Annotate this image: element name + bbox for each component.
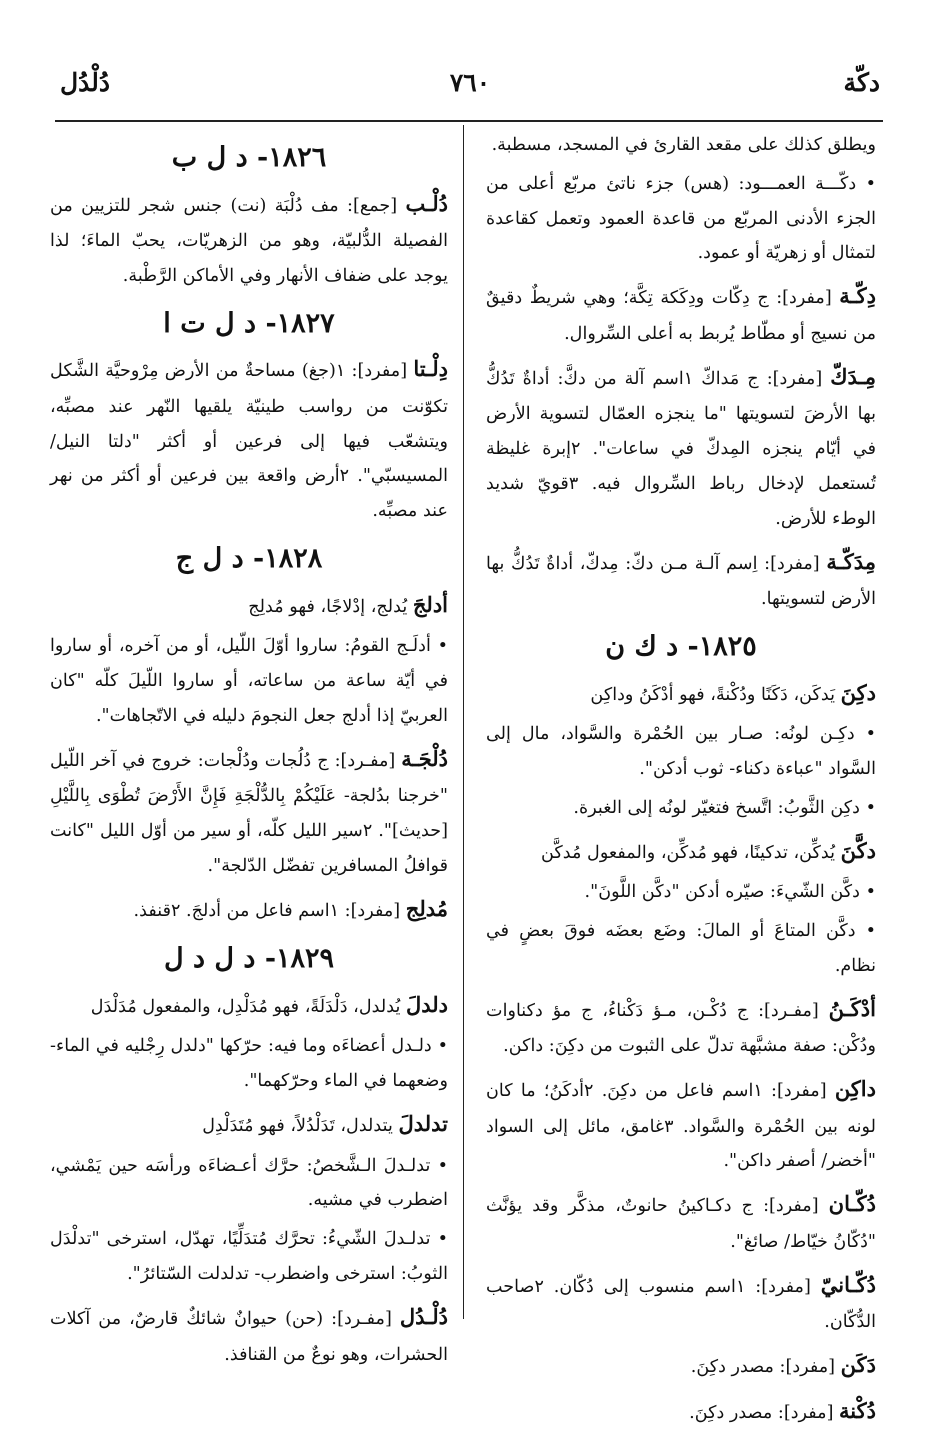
dictionary-entry [50, 1103, 448, 1145]
dictionary-entry [486, 1390, 876, 1432]
entry-headword: دُلْجَـة [401, 745, 448, 771]
entry-definition: [مفرد]: ج مَداكّ ١اسم آلة من دكَّ: أداةٌ تَدُكُّ بها الأرضَ لتسويتها "ما ينجزه العمّال لتسوية الأرض في أيّام ينجزه المِدكّ في ساعات". ٢إبرة غليظة تُستعمل لإدخال رباط السِّروال فيه. ٣قويّ شديد الوطء للأرض. [486, 368, 876, 529]
entry-definition: يُدلدل، دَلْدَلَةً، فهو مُدَلْدِل، والمفعول مُدَلْدَل [90, 996, 406, 1017]
entry-headword: مِدَكّـة [826, 548, 876, 574]
entry-headword: مُدلِج [405, 895, 448, 921]
sense-paragraph: • أدلَـج القومُ: ساروا أوّلَ اللّيل، أو من آخره، أو ساروا في أيّة ساعة من ساعاته، أو ساروا اللّيلَ كلّه "كان العربيّ إذا أدلج جعل النجومَ دليله في الاتّجاهات". [50, 636, 448, 726]
entry-definition: [مفرد]: اِسم آلـة مـن دكّ: مِدكّ، أداةٌ تَدُكُّ بها الأرض لتسويتها. [486, 553, 876, 610]
guide-word-left: دُلْدُل [60, 68, 111, 97]
dictionary-entry [50, 348, 448, 529]
entry-headword: دَكَن [840, 1352, 876, 1378]
page-number: ٧٦٠ [449, 68, 491, 97]
entry-headword: دلدلَ [405, 991, 448, 1017]
page-header [60, 68, 880, 108]
entry-headword: دِكّـة [839, 283, 876, 309]
sense-paragraph: • دكِـن لونُه: صـار بين الحُمْرة والسَّواد، مال إلى السَّواد "عباءة دكناء- ثوب أدكن". [486, 724, 876, 779]
dictionary-entry [50, 183, 448, 294]
dictionary-entry [486, 541, 876, 617]
dictionary-entry [486, 830, 876, 872]
dictionary-entry [50, 1296, 448, 1372]
sense-paragraph: • دكَّن المتاعَ أو المالَ: وضَع بعضَه فوقَ بعضٍ في نظام. [486, 920, 876, 976]
entry-definition: [مفرد]: ج دكـاكينُ حانوتٌ، مذكَّر وقد يؤنَّث "دُكّانُ خيّاط/ صائغ". [486, 1196, 876, 1252]
dictionary-entry [50, 584, 448, 626]
column-divider [463, 125, 464, 1319]
entry-definition: [مفرد]: ١اسم فاعل من أدلجَ. ٢قنفذ. [133, 900, 406, 921]
root-heading: ١٨٢٧- د ل ت ا [163, 307, 335, 339]
sense-paragraph: • دكِن الثَّوبُ: اتَّسخ فتغيّر لونُه إلى الغبرة. [573, 797, 876, 818]
dictionary-entry [50, 984, 448, 1026]
left-column [50, 128, 448, 1376]
entry-definition: [جمع]: مف دُلْبَة (نت) جنس شجر للتزيين من الفصيلة الدُّلبيّة، وهو من الزهريّات، يحبّ الماءَ؛ لذا يوجد على ضفاف الأنهار وفي الأماكن الرَّطْبة. [50, 195, 448, 286]
entry-definition: [مفرد]: ج دِكّات ودِكَكة تِكَّة؛ وهي شريطٌ دقيقٌ من نسيج أو مطّاط يُربط به أعلى السِّروال. [486, 288, 876, 344]
dictionary-entry [486, 1264, 876, 1340]
entry-headword: مِـدَكّ [830, 363, 876, 389]
entry-definition: [مفرد]: مصدر دكِنَ. [689, 1402, 840, 1423]
sense-paragraph: • دكَّن الشّيءَ: صيّره أدكن "دكَّن اللَّونَ". [584, 882, 876, 903]
entry-headword: تدلدلَ [398, 1111, 448, 1137]
root-heading: ١٨٢٩- د ل د ل [163, 943, 335, 975]
root-heading: ١٨٢٦- د ل ب [171, 142, 327, 173]
sense-paragraph: • دكّـــة العمـــود: (هس) جزء ناتئ مربّع أعلى من الجزء الأدنى المربّع من قاعدة العمود وتعمل كقاعدة لتمثال أو زهريّة أو عمود. [486, 173, 876, 264]
entry-definition: [مفـرد]: ج دُكْـن، مـؤ دَكْناءُ، ج مؤ دكناوات ودُكْن: صفة مشبَّهة تدلّ على الثبوت من دكِنَ: داكن. [486, 1000, 876, 1057]
dictionary-entry [486, 1183, 876, 1259]
entry-definition: [مفـرد]: (حن) حيوانٌ شائكٌ قارضٌ، من آكلات الحشرات، وهو نوعٌ من القنافذ. [50, 1308, 448, 1365]
dictionary-entry [50, 738, 448, 884]
entry-headword: دُلْـب [405, 190, 448, 216]
dictionary-entry [50, 888, 448, 930]
entry-definition: يُدكِّن، تدكينًا، فهو مُدكِّن، والمفعول مُدكَّن [541, 842, 841, 863]
dictionary-entry [486, 1344, 876, 1386]
sense-paragraph: • تدلـدلَ الـشَّخصُ: حرَّك أعـضاءَه ورأسَه حين يَمْشي، اضطرب في مشيه. [50, 1155, 448, 1211]
sense-paragraph: • تدلـدلَ الشّيءُ: تحرَّك مُتدَلِّيًا، تهدّل، استرخى "تدلْدَل الثوبُ: استرخى واضطرب- تدلدلت السّتائرُ". [50, 1229, 448, 1285]
sense-paragraph: ويطلق كذلك على مقعد القارئ في المسجد، مسطبة. [491, 135, 876, 155]
entry-headword: داكِن [834, 1076, 876, 1102]
entry-definition: [مفرد]: ١اسم منسوب إلى دُكّان. ٢صاحب الدُّكّان. [486, 1276, 876, 1333]
entry-headword: دُكّـانيّ [820, 1271, 876, 1297]
right-column [486, 128, 876, 1435]
sense-paragraph: • دلـدل أعضاءَه وما فيه: حرّكها "دلدل رِجْليه في الماء- وضعهما في الماء وحرّكهما". [50, 1036, 448, 1092]
entry-headword: دكَّنَ [840, 837, 876, 863]
entry-definition: يُدلج، إدْلاجًا، فهو مُدلِج [248, 596, 413, 617]
entry-headword: دِلْـتا [413, 356, 448, 382]
guide-word-right: دكّة [843, 68, 880, 97]
entry-headword: أدْكَـنُ [828, 995, 876, 1021]
root-heading: ١٨٢٨- د ل ج [175, 543, 323, 575]
entry-headword: دُكْنة [839, 1397, 876, 1423]
entry-definition: [مفرد]: ١اسم فاعل من دكِنَ. ٢أدكَنُ؛ ما كان لونه بين الحُمْرة والسَّواد. ٣غامق، مائل إلى السواد "أخضر/ أصفر داكن". [486, 1081, 877, 1172]
entry-headword: دُلْـدُل [399, 1303, 448, 1329]
entry-definition: [مفـرد]: ج دُلُجات ودُلْجات: خروج في آخر اللّيل "خرجنا بدُلجة- عَلَيْكُمْ بِالدُّلْجَةِ فَإِنَّ الأَرْضَ تُطْوَى بِاللَّيْلِ [حديث]". ٢سير الليل كلّه، أو سير من أوّل الليل "كانت قوافلُ المسافرين تفضّل الدّلجة". [50, 750, 448, 876]
entry-definition: [مفرد]: مصدر دكِنَ. [690, 1357, 841, 1378]
entry-definition: يتدلدل، تَدَلْدُلاً، فهو مُتَدَلْدِل [202, 1116, 399, 1137]
entry-headword: دُكّـان [828, 1191, 876, 1217]
entry-definition: [مفرد]: ١(جغ) مساحةٌ من الأرض مِرْوحيَّة الشَّكل تكوّنت من رواسب طينيّة يلقيها النّهر عند مصبِّه، ويتشعّب فيها إلى فرعين أو أكثر "دلتا النيل/ المسيسبّي". ٢أرض واقعة بين فرعين أو أكثر من نهر عند مصبِّه. [50, 361, 448, 522]
dictionary-entry [486, 672, 876, 714]
dictionary-entry [486, 988, 876, 1064]
root-heading: ١٨٢٥- د ك ن [605, 631, 757, 663]
dictionary-entry [486, 356, 876, 537]
entry-definition: يَدكَن، دَكَنًا ودُكْنةً، فهو أدْكَنُ وداكِن [590, 684, 841, 705]
dictionary-entry [486, 275, 876, 351]
dictionary-entry [486, 1068, 876, 1179]
header-rule [55, 120, 883, 122]
entry-headword: دكِنَ [840, 679, 876, 705]
entry-headword: أدلجَ [412, 591, 448, 617]
